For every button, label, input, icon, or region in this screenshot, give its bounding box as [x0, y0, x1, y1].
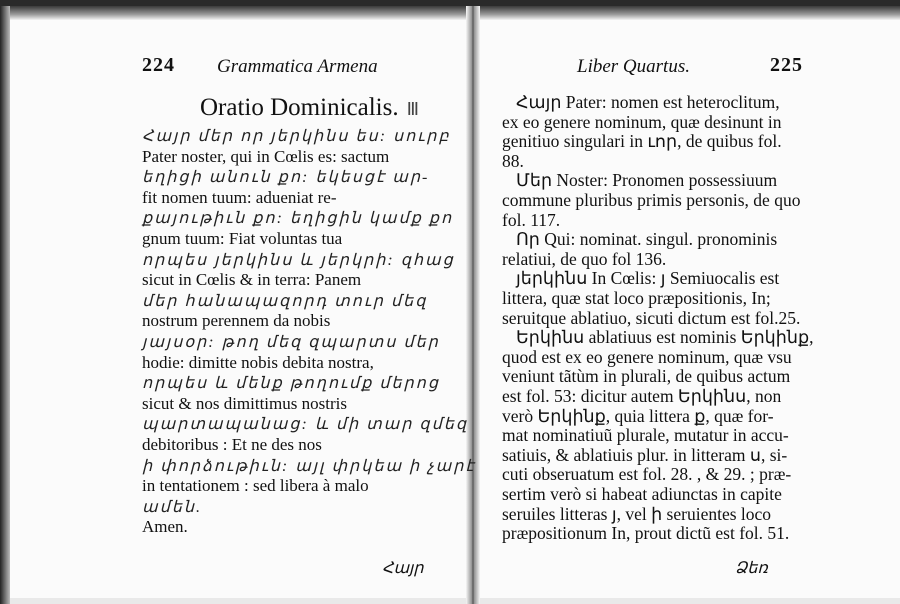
armenian-line: եղիցի անուն քո: եկեսցէ ար- [142, 169, 430, 187]
commentary-line: satiuis, & ablatiuis plur. in litteram ս, si- [502, 444, 788, 465]
commentary-line: ex eo genere nominum, quæ desinunt in [502, 111, 782, 132]
right-page-number: 225 [770, 54, 803, 76]
commentary-line: veniunt tãtùm in plurali, de quibus actum [502, 366, 791, 387]
latin-line: Amen. [142, 517, 188, 537]
latin-line: debitoribus : Et ne des nos [142, 435, 322, 454]
prayer-title [200, 94, 421, 123]
commentary-line: est fol. 53: dicitur autem Երկինս, non [502, 386, 782, 406]
commentary-line: quod est ex eo genere nominum, quæ vsu [502, 346, 792, 367]
latin-line: hodie: dimitte nobis debita nostra, [142, 352, 374, 372]
armenian-line: մեր հանապազորդ տուր մեզ [142, 292, 428, 310]
commentary-line: fol. 117. [502, 209, 561, 230]
latin-line: gnum tuum: Fiat voluntas tua [142, 229, 343, 248]
left-page-number: 224 [142, 54, 175, 76]
commentary-line: præpositionum In, prout dictũ est fol. 51. [502, 523, 790, 544]
commentary-line: commune pluribus primis personis, de quo [502, 190, 801, 210]
book-gutter [466, 6, 480, 604]
commentary-line: Հայր Pater: nomen est heteroclitum, [516, 92, 780, 112]
binding-left-edge [0, 6, 10, 604]
armenian-line: ի փորձութիւն: այլ փրկեա ի չարէ [142, 457, 476, 475]
commentary-line: sertim verò si habeat adiunctas in capite [502, 484, 782, 504]
latin-line: fit nomen tuum: adueniat re- [142, 187, 337, 207]
commentary-line: verò Երկինք, quia littera ք, quæ for- [502, 405, 774, 426]
right-catchword: Ձեռ [735, 560, 768, 577]
armenian-line: որպես և մենք թողումք մերոց [142, 375, 440, 393]
left-running-head: Grammatica Armena [217, 56, 378, 77]
commentary-line: 88. [502, 150, 524, 171]
latin-line: sicut in Cœlis & in terra: Panem [142, 270, 362, 290]
latin-line: nostrum perennem da nobis [142, 311, 331, 331]
latin-line: sicut & nos dimittimus nostris [142, 393, 347, 413]
right-running-head: Liber Quartus. [577, 56, 690, 77]
armenian-line: Հայր մեր որ յերկինս ես: սուրբ [142, 128, 451, 145]
commentary-line: յերկինս In Cœlis: յ Semiuocalis est [516, 268, 780, 289]
commentary-line: mat nominatiuũ plurale, mutatur in accu- [502, 425, 789, 446]
armenian-line: պարտապանաց: և մի տար զմեզ [142, 416, 468, 434]
latin-line: in tentationem : sed libera à malo [142, 476, 369, 496]
latin-line: Pater noster, qui in Cœlis es: sactum [142, 146, 390, 166]
commentary-line: seruiles litteras յ, vel ի seruientes loco [502, 503, 772, 524]
title-ornament: Ⅲ [406, 99, 421, 119]
left-catchword: Հայր [382, 560, 424, 577]
armenian-line: յայսօր: թող մեզ զպարտս մեր [142, 334, 440, 351]
commentary-line: Մեր Noster: Pronomen possessiuum [516, 170, 778, 191]
commentary-line: littera, quæ stat loco præpositionis, In; [502, 288, 771, 308]
commentary-line: cuti obseruatum est fol. 28. , & 29. ; præ- [502, 464, 792, 485]
commentary-line: relatiui, de quo fol 136. [502, 248, 667, 269]
commentary-line: genitiuo singulari in ւոր, de quibus fol. [502, 131, 782, 152]
right-page [480, 6, 900, 604]
left-page [10, 6, 476, 604]
commentary-line: Երկինս ablatiuus est nominis Երկինք, [516, 327, 814, 348]
commentary-line: Որ Qui: nominat. singul. pronominis [516, 229, 778, 250]
armenian-line: քայութիւն քո: եղիցին կամք քո [142, 210, 454, 228]
prayer-title-text: Oratio Dominicalis. [200, 94, 399, 121]
armenian-line: որպես յերկինս և յերկրի: զհաց [142, 251, 455, 269]
commentary-line: seruitque ablatiuo, sicuti dictum est fol.25. [502, 307, 801, 328]
armenian-line: ամեն. [142, 498, 203, 516]
